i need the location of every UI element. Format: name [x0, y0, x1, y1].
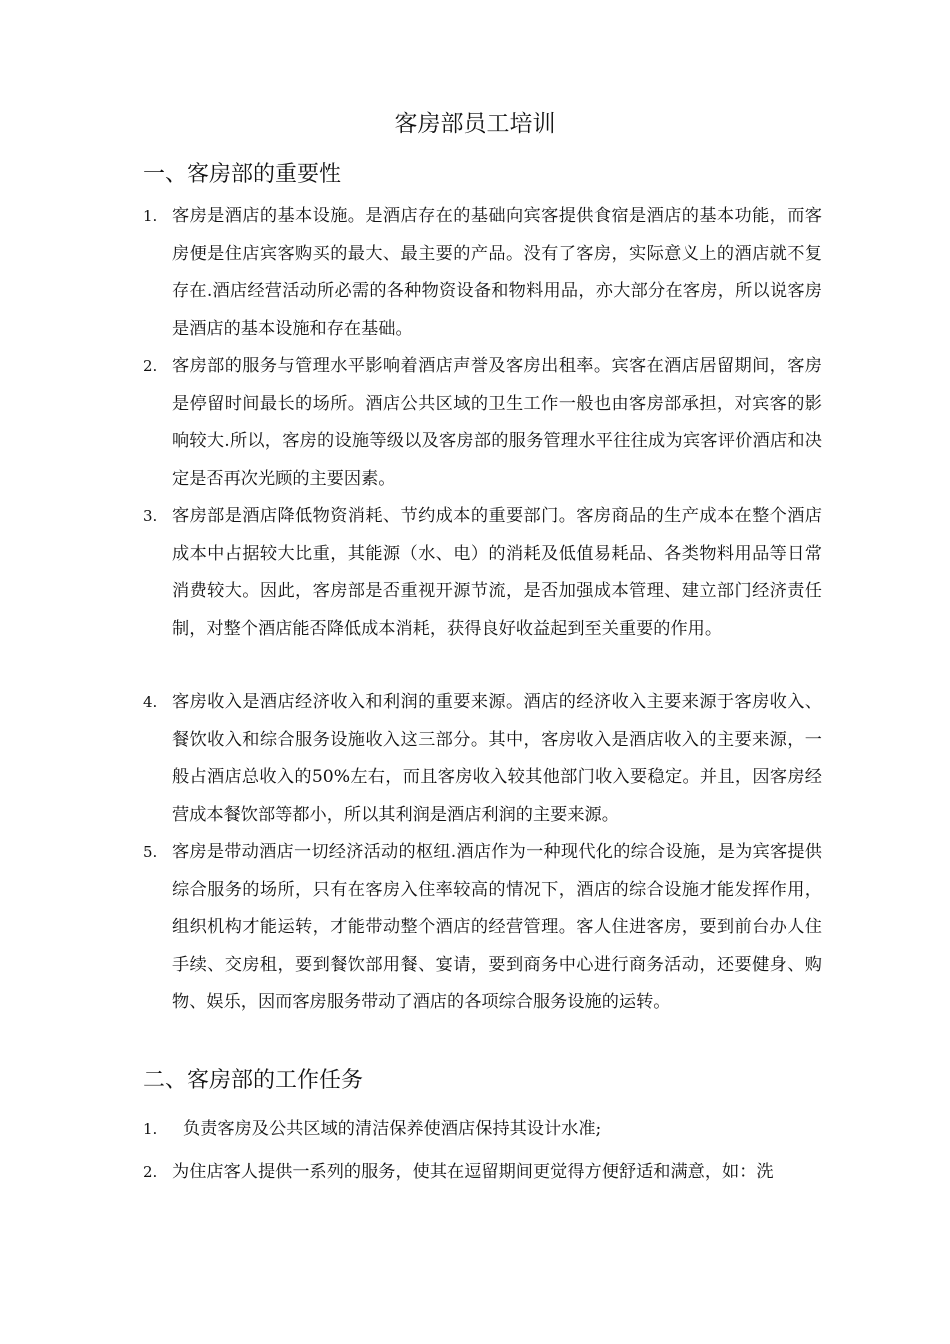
- section-heading-tasks: 二、客房部的工作任务: [143, 1068, 364, 1093]
- document-title: 客房部员工培训: [394, 111, 556, 137]
- list-item-text: 负责客房及公共区域的清洁保养使酒店保持其设计水准;: [183, 1119, 602, 1139]
- list-item-number: 4.: [143, 693, 158, 711]
- list-item-number: 2.: [143, 1163, 158, 1181]
- list-item-number: 5.: [143, 843, 158, 861]
- section-heading-importance: 一、客房部的重要性: [143, 162, 342, 187]
- list-item: [143, 348, 833, 498]
- list-item-text: 客房是带动酒店一切经济活动的枢纽.酒店作为一种现代化的综合设施，是为宾客提供综合服务的场所，只有在客房入住率较高的情况下，酒店的综合设施才能发挥作用，组织机构才能运转，才能带动整个酒店的经营管理。客人住进客房，要到前台办人住手续、交房租，要到餐饮部用餐、宴请，要到商务中心进行商务活动，还要健身、购物、娱乐，因而客房服务带动了酒店的各项综合服务设施的运转。: [172, 842, 822, 1012]
- list-item: [143, 498, 833, 648]
- list-item: [143, 1154, 833, 1192]
- list-item-text: 客房部的服务与管理水平影响着酒店声誉及客房出租率。宾客在酒店居留期间，客房是停留时间最长的场所。酒店公共区域的卫生工作一般也由客房部承担，对宾客的影响较大.所以，客房的设施等级以及客房部的服务管理水平往往成为宾客评价酒店和决定是否再次光顾的主要因素。: [172, 356, 822, 489]
- list-item: [143, 1111, 833, 1149]
- list-item-text: 客房部是酒店降低物资消耗、节约成本的重要部门。客房商品的生产成本在整个酒店成本中占据较大比重，其能源（水、电）的消耗及低值易耗品、各类物料用品等日常消费较大。因此，客房部是否重视开源节流，是否加强成本管理、建立部门经济责任制，对整个酒店能否降低成本消耗，获得良好收益起到至关重要的作用。: [172, 506, 822, 639]
- list-item-number: 2.: [143, 357, 158, 375]
- list-item-number: 1.: [143, 207, 158, 225]
- list-item: [143, 834, 833, 1022]
- list-item: [143, 198, 833, 348]
- list-item: [143, 684, 833, 834]
- list-item-number: 1.: [143, 1120, 158, 1138]
- list-item-text: 为住店客人提供一系列的服务，使其在逗留期间更觉得方便舒适和满意，如：洗: [172, 1162, 774, 1182]
- list-item-text: 客房收入是酒店经济收入和利润的重要来源。酒店的经济收入主要来源于客房收入、餐饮收入和综合服务设施收入这三部分。其中，客房收入是酒店收入的主要来源，一般占酒店总收入的50%左右，而且客房收入较其他部门收入要稳定。并且，因客房经营成本餐饮部等都小，所以其利润是酒店利润的主要来源。: [172, 692, 822, 825]
- list-item-number: 3.: [143, 507, 158, 525]
- list-item-text: 客房是酒店的基本设施。是酒店存在的基础向宾客提供食宿是酒店的基本功能，而客房便是住店宾客购买的最大、最主要的产品。没有了客房，实际意义上的酒店就不复存在.酒店经营活动所必需的各种物资设备和物料用品，亦大部分在客房，所以说客房是酒店的基本设施和存在基础。: [172, 206, 822, 339]
